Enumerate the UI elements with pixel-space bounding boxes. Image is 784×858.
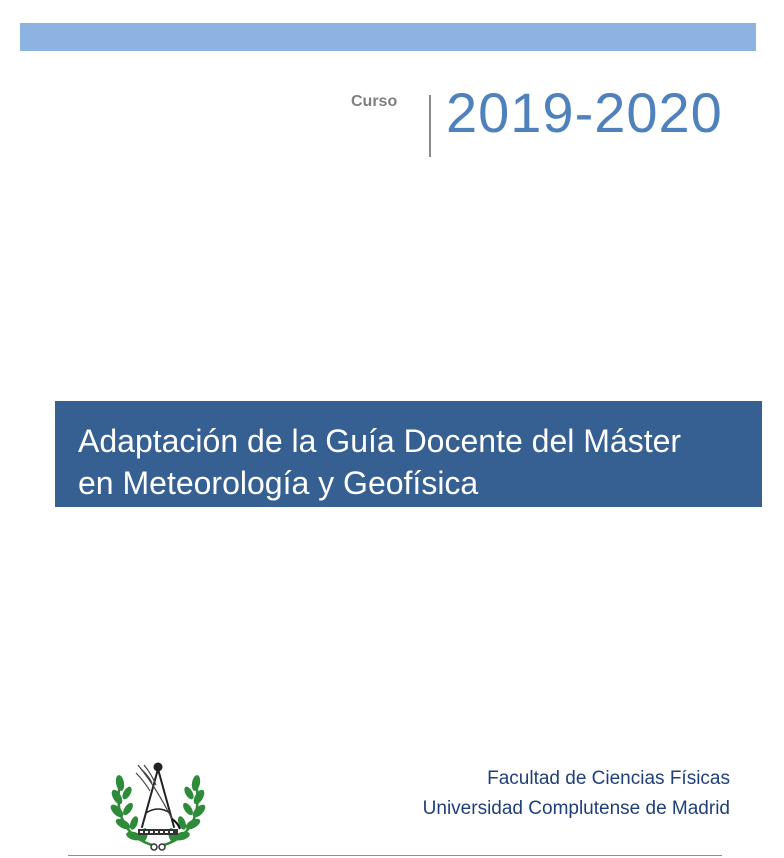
vertical-divider: [429, 95, 431, 157]
curso-label: Curso: [351, 93, 398, 110]
title-band: [55, 401, 762, 507]
document-title: [78, 420, 752, 504]
bottom-divider: [68, 855, 722, 856]
top-accent-bar: [20, 23, 756, 51]
academic-year: 2019-2020: [446, 81, 723, 144]
document-title-line-1: Adaptación de la Guía Docente del Máster: [78, 423, 682, 459]
document-title-line-2: en Meteorología y Geofísica: [78, 465, 479, 501]
faculty-name: Facultad de Ciencias Físicas: [487, 768, 730, 789]
institution-block: [423, 764, 730, 824]
faculty-crest-icon: [108, 753, 208, 853]
university-name: Universidad Complutense de Madrid: [422, 798, 730, 819]
